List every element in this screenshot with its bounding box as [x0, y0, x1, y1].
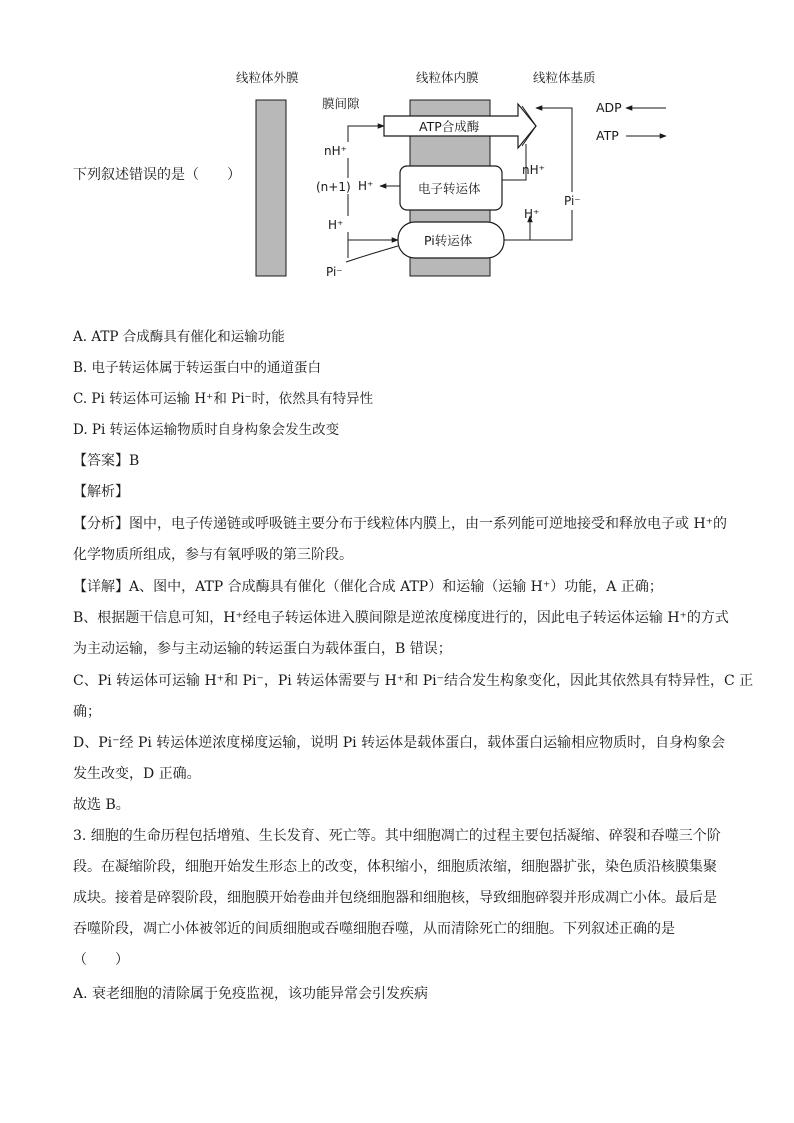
electron-transporter-label: 电子转运体 [418, 181, 481, 196]
question-3-line: （ ） [73, 952, 129, 968]
option-d: D. Pi 转运体运输物质时自身构象会发生改变 [73, 422, 340, 438]
question-stem: 下列叙述错误的是（ ） [73, 167, 241, 183]
h-arrow-left-label: H⁺ [358, 179, 374, 193]
text-line: 【分析】图中，电子传递链或呼吸链主要分布于线粒体内膜上，由一系列能可逆地接受和释放电子或 H⁺的 [73, 516, 728, 532]
pi-transporter-label: Pi转运体 [424, 233, 473, 248]
question-3-line: 3. 细胞的生命历程包括增殖、生长发育、死亡等。其中细胞凋亡的过程主要包括凝缩、碎裂和吞噬三个阶 [73, 828, 721, 844]
question-3-line: 吞噬阶段，凋亡小体被邻近的间质细胞或吞噬细胞吞噬，从而清除死亡的细胞。下列叙述正确的是 [73, 921, 675, 937]
outer-membrane-bar [256, 100, 286, 276]
answer-label: 【答案】 [73, 453, 129, 469]
adp-label: ADP [596, 100, 622, 115]
h-left-bottom-label: H⁺ [328, 218, 344, 232]
outer-membrane-label: 线粒体外膜 [236, 70, 299, 85]
answer-line [73, 451, 139, 471]
nh-left-label: nH⁺ [324, 144, 347, 158]
matrix-label: 线粒体基质 [533, 70, 596, 85]
option-b: B. 电子转运体属于转运蛋白中的通道蛋白 [73, 360, 322, 376]
h-right-label: H⁺ [524, 207, 540, 221]
inner-membrane-label: 线粒体内膜 [416, 70, 479, 85]
pi-into-pi-transporter [346, 246, 398, 262]
text-line: 化学物质所组成，参与有氧呼吸的第三阶段。 [73, 547, 353, 563]
option-c: C. Pi 转运体可运输 H⁺和 Pi⁻时，依然具有特异性 [73, 391, 374, 407]
mitochondria-diagram [230, 62, 670, 287]
answer-value: B [129, 453, 140, 469]
text-line: 故选 B。 [73, 797, 130, 813]
option-a: A. ATP 合成酶具有催化和运输功能 [73, 329, 285, 345]
atp-synthase-label: ATP合成酶 [419, 119, 480, 134]
analysis-label: 【解析】 [73, 484, 129, 500]
pi-right-label: Pi⁻ [564, 194, 581, 208]
question-3-line: 段。在凝缩阶段，细胞开始发生形态上的改变，体积缩小，细胞质浓缩，细胞器扩张，染色质沿核膜集聚 [73, 859, 717, 875]
atp-label: ATP [596, 128, 619, 143]
intermembrane-space-label: 膜间隙 [322, 96, 360, 111]
text-line: C、Pi 转运体可运输 H⁺和 Pi⁻，Pi 转运体需要与 H⁺和 Pi⁻结合发生构象变化，因此其依然具有特异性，C 正 [73, 673, 754, 689]
text-line: D、Pi⁻经 Pi 转运体逆浓度梯度运输，说明 Pi 转运体是载体蛋白，载体蛋白运输相应物质时，自身构象会 [73, 735, 726, 751]
text-line: 发生改变，D 正确。 [73, 766, 201, 782]
n-plus-1-label: (n+1) [316, 180, 351, 194]
question-3-line: 成块。接着是碎裂阶段，细胞膜开始卷曲并包绕细胞器和细胞核，导致细胞碎裂并形成凋亡小体。最后是 [73, 890, 717, 906]
question-3-option-a: A. 衰老细胞的清除属于免疫监视，该功能异常会引发疾病 [73, 986, 429, 1002]
pi-bottom-label: Pi⁻ [326, 265, 343, 279]
text-line: 确； [73, 704, 101, 720]
text-line: B、根据题干信息可知，H⁺经电子转运体进入膜间隙是逆浓度梯度进行的，因此电子转运体运输 H⁺的方式 [73, 610, 729, 626]
nh-right-label: nH⁺ [522, 163, 545, 177]
text-line: 【详解】A、图中，ATP 合成酶具有催化（催化合成 ATP）和运输（运输 H⁺）功能，A 正确； [73, 579, 663, 595]
text-line: 为主动运输，参与主动运输的转运蛋白为载体蛋白，B 错误； [73, 641, 452, 657]
